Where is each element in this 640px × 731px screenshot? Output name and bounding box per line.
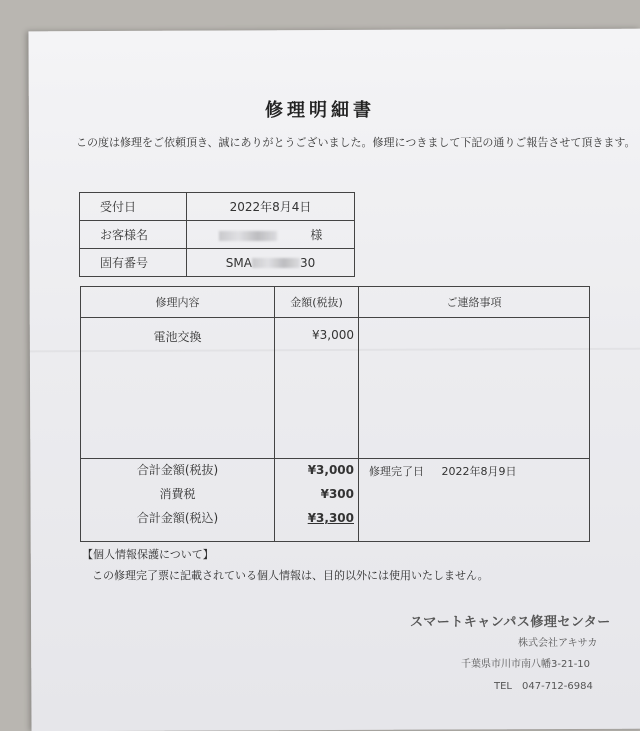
id-prefix: SMA [225, 255, 252, 270]
id-row [80, 249, 355, 277]
summary-row [81, 459, 590, 542]
tax-value: ¥300 [320, 487, 354, 501]
item-amount: ¥3,000 [312, 328, 354, 342]
subtotal-label: 合計金額(税抜) [136, 463, 219, 477]
detail-table [80, 286, 590, 542]
privacy-text: この修理完了票に記載されている個人情報は、目的以外には使用いたしません。 [92, 569, 489, 582]
id-suffix: 30 [299, 255, 316, 270]
subtotal-value: ¥3,000 [307, 463, 354, 477]
reception-row [80, 193, 355, 221]
header-content: 修理内容 [81, 287, 275, 318]
tax-label: 消費税 [159, 487, 196, 501]
summary-labels [81, 459, 275, 542]
company-corp: 株式会社アキサカ [518, 638, 598, 649]
company-tel: TEL 047-712-6984 [494, 681, 593, 692]
item-content-cell [81, 318, 275, 459]
completion-date: 2022年8月9日 [441, 465, 517, 478]
company-name: スマートキャンパス修理センター [410, 615, 611, 630]
item-amount-cell [275, 318, 359, 459]
customer-value [187, 221, 355, 249]
reception-value: 2022年8月4日 [187, 193, 355, 221]
info-table [79, 192, 355, 277]
item-content: 電池交換 [153, 330, 202, 344]
redacted-name [219, 231, 277, 241]
customer-row [80, 221, 355, 249]
completion-note [359, 459, 590, 542]
header-notes: ご連絡事項 [359, 287, 590, 318]
id-label: 固有番号 [80, 249, 187, 277]
intro-text: この度は修理をご依頼頂き、誠にありがとうございました。修理につきまして下記の通りご報告させて頂きます。 [76, 136, 636, 149]
customer-label: お客様名 [80, 221, 187, 249]
header-row [81, 287, 590, 318]
completion-label: 修理完了日 [369, 465, 424, 478]
reception-label: 受付日 [80, 193, 187, 221]
document-title: 修理明細書 [265, 100, 375, 121]
company-address: 千葉県市川市南八幡3-21-10 [461, 659, 591, 670]
redacted-id [252, 258, 300, 268]
header-amount: 金額(税抜) [275, 287, 359, 318]
table-row [81, 318, 590, 459]
id-value [187, 249, 355, 277]
total-value: ¥3,300 [307, 511, 354, 525]
notes-cell [359, 318, 590, 459]
total-label: 合計金額(税込) [136, 511, 219, 525]
customer-suffix: 様 [310, 228, 323, 242]
summary-values [275, 459, 359, 542]
privacy-heading: 【個人情報保護について】 [82, 548, 214, 561]
